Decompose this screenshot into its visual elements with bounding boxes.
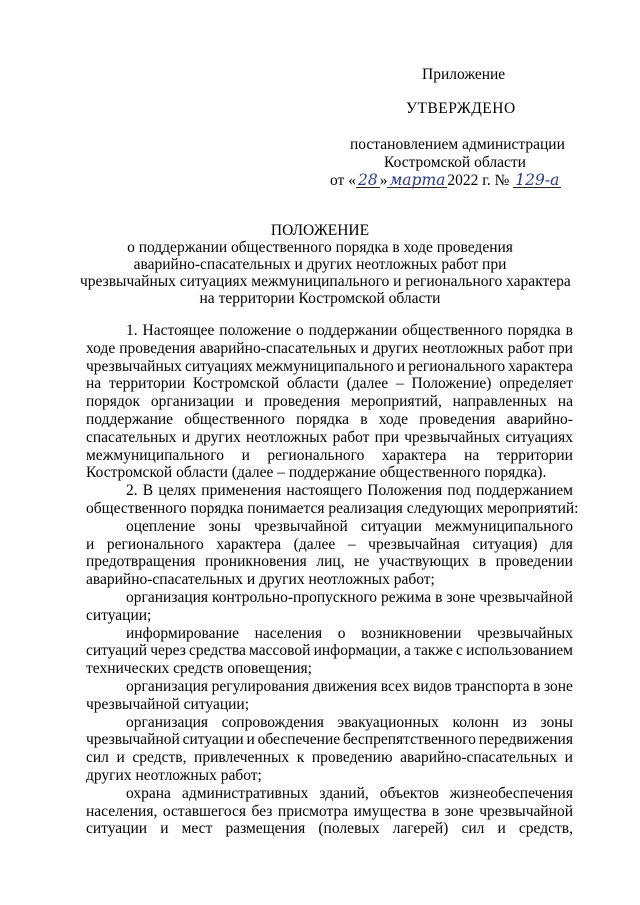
appendix-label: Приложение <box>422 66 506 83</box>
body-line: ситуаций через средства массовой информации, а также с использованием <box>86 642 573 660</box>
body-line: информирование населения о возникновении чрезвычайных <box>126 624 573 642</box>
title-line-5: на территории Костромской области <box>199 290 441 307</box>
title-line-3: аварийно-спасательных и других неотложных работ при <box>133 256 507 273</box>
body-line: технических средств оповещения; <box>86 660 312 678</box>
body-line: поддержание общественного порядка в ходе проведения аварийно- <box>86 410 573 428</box>
body-line: населения, оставшегося без присмотра имущества в зоне чрезвычайной <box>86 802 573 820</box>
body-line: порядок организации и проведения мероприятий, направленных на <box>86 393 573 411</box>
document-title <box>80 222 571 307</box>
body-line: предотвращения проникновения лиц, не участвующих в проведении <box>86 553 573 571</box>
body-line: организация сопровождения эвакуационных колонн из зоны <box>126 713 573 731</box>
title-line-4: чрезвычайных ситуациях межмуниципального и регионального характера <box>80 273 571 290</box>
body-line: организация регулирования движения всех видов транспорта в зоне <box>126 677 573 695</box>
body-line: 1. Настоящее положение о поддержании общественного порядка в <box>126 322 573 339</box>
approved-label: УТВЕРЖДЕНО <box>406 100 516 117</box>
body-line: общественного порядка понимается реализация следующих мероприятий: <box>86 499 579 517</box>
decree-prefix: от « <box>330 172 356 189</box>
body-line: спасательных и других неотложных работ при чрезвычайных ситуациях <box>86 428 573 446</box>
body-line: чрезвычайных ситуациях межмуниципального и регионального характера <box>86 357 573 375</box>
body-line: аварийно-спасательных и других неотложных работ; <box>86 571 435 589</box>
decree-date-number <box>330 172 561 190</box>
body-line: межмуниципального и регионального характера на территории <box>86 446 573 464</box>
body-line: Костромской области (далее – поддержание общественного порядка). <box>86 464 547 482</box>
document-body <box>86 322 579 838</box>
body-line: чрезвычайной ситуации и обеспечение беспрепятственного передвижения <box>86 731 573 749</box>
body-line: оцепление зоны чрезвычайной ситуации межмуниципального <box>126 517 573 535</box>
decree-day: 28 <box>357 171 378 189</box>
decree-line-2: Костромской области <box>384 154 526 171</box>
body-line: на территории Костромской области (далее – Положение) определяет <box>86 375 573 393</box>
body-line: чрезвычайной ситуации; <box>86 695 250 713</box>
body-line: и регионального характера (далее – чрезвычайная ситуация) для <box>86 535 573 553</box>
body-line: сил и средств, привлеченных к проведению аварийно-спасательных и <box>86 749 573 767</box>
body-line: организация контрольно-пропускного режима в зоне чрезвычайной <box>126 588 573 606</box>
body-line: ситуации; <box>86 606 152 624</box>
body-line: охрана административных зданий, объектов жизнеобеспечения <box>126 784 573 802</box>
decree-month: марта <box>389 171 446 189</box>
decree-quote-close: » <box>379 172 388 189</box>
title-line-2: о поддержании общественного порядка в ходе проведения <box>127 239 513 256</box>
title-line-1: ПОЛОЖЕНИЕ <box>270 222 370 239</box>
decree-line-1: постановлением администрации <box>350 136 565 153</box>
body-line: ходе проведения аварийно-спасательных и других неотложных работ при <box>86 339 573 357</box>
body-line: ситуации и мест размещения (полевых лагерей) сил и средств, <box>86 820 573 838</box>
decree-year: 2022 г. № <box>447 172 510 189</box>
body-line: других неотложных работ; <box>86 766 262 784</box>
decree-number: 129-а <box>515 171 560 189</box>
body-line: 2. В целях применения настоящего Положения под поддержанием <box>126 482 573 500</box>
